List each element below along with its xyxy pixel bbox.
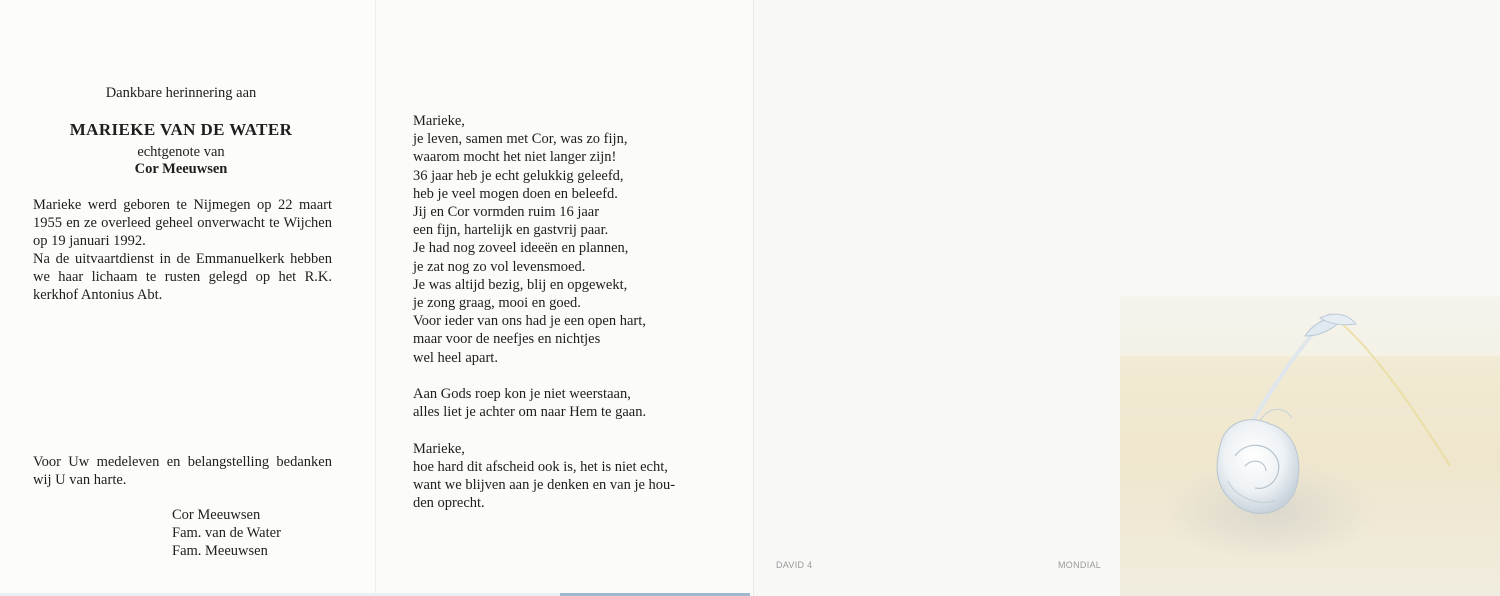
intro-text: Dankbare herinnering aan bbox=[105, 85, 257, 101]
poem-line: Voor ieder van ons had je een open hart, bbox=[413, 313, 646, 330]
poem bbox=[413, 112, 675, 512]
card-cover bbox=[753, 0, 1500, 596]
print-mark-right: MONDIAL bbox=[1058, 560, 1102, 570]
poem-line: Aan Gods roep kon je niet weerstaan, bbox=[413, 386, 631, 403]
funeral-paragraph: Na de uitvaartdienst in de Emmanuelkerk hebben we haar lichaam te rusten gelegd op het R.K. kerkhof Antonius Abt. bbox=[33, 251, 332, 304]
poem-line: 36 jaar heb je echt gelukkig geleefd, bbox=[413, 167, 624, 184]
poem-line: Je was altijd bezig, blij en opgewekt, bbox=[413, 276, 628, 293]
poem-line: je leven, samen met Cor, was zo fijn, bbox=[413, 131, 628, 148]
spouse-name: Cor Meeuwsen bbox=[134, 161, 228, 177]
deceased-name: MARIEKE VAN DE WATER bbox=[69, 120, 293, 139]
poem-line: hoe hard dit afscheid ook is, het is niet echt, bbox=[413, 458, 668, 475]
print-mark-left: DAVID 4 bbox=[776, 560, 813, 570]
poem-line: wel heel apart. bbox=[413, 349, 498, 366]
signer: Cor Meeuwsen bbox=[172, 507, 261, 523]
poem-line: want we blijven aan je denken en van je hou- bbox=[413, 477, 676, 494]
thanks-paragraph: Voor Uw medeleven en belangstelling bedanken wij U van harte. bbox=[33, 454, 332, 489]
poem-line: Marieke, bbox=[413, 113, 465, 129]
card-inside-right bbox=[375, 0, 754, 596]
poem-line: heb je veel mogen doen en beleefd. bbox=[413, 185, 618, 202]
signers-list bbox=[172, 506, 281, 561]
white-rose-icon bbox=[1120, 296, 1500, 596]
stanza-break bbox=[413, 421, 675, 439]
poem-line: Jij en Cor vormden ruim 16 jaar bbox=[413, 204, 600, 221]
poem-line: je zong graag, mooi en goed. bbox=[413, 295, 581, 312]
bio-paragraph: Marieke werd geboren te Nijmegen op 22 maart 1955 en ze overleed geheel onverwacht te Wijchen op 19 januari 1992. bbox=[33, 197, 332, 250]
poem-line: maar voor de neefjes en nichtjes bbox=[413, 331, 601, 348]
spouse-label: echtgenote van bbox=[137, 144, 225, 160]
stanza-break bbox=[413, 367, 675, 385]
poem-line: Je had nog zoveel ideeën en plannen, bbox=[413, 240, 629, 257]
poem-line: Marieke, bbox=[413, 440, 465, 457]
poem-line: den oprecht. bbox=[413, 495, 485, 512]
signer: Fam. Meeuwsen bbox=[172, 543, 268, 560]
card-inside-left bbox=[0, 0, 375, 596]
signer: Fam. van de Water bbox=[172, 525, 281, 542]
poem-line: waarom mocht het niet langer zijn! bbox=[413, 149, 617, 166]
poem-line: alles liet je achter om naar Hem te gaan. bbox=[413, 404, 647, 421]
poem-line: je zat nog zo vol levensmoed. bbox=[413, 258, 586, 275]
poem-line: een fijn, hartelijk en gastvrij paar. bbox=[413, 222, 609, 239]
